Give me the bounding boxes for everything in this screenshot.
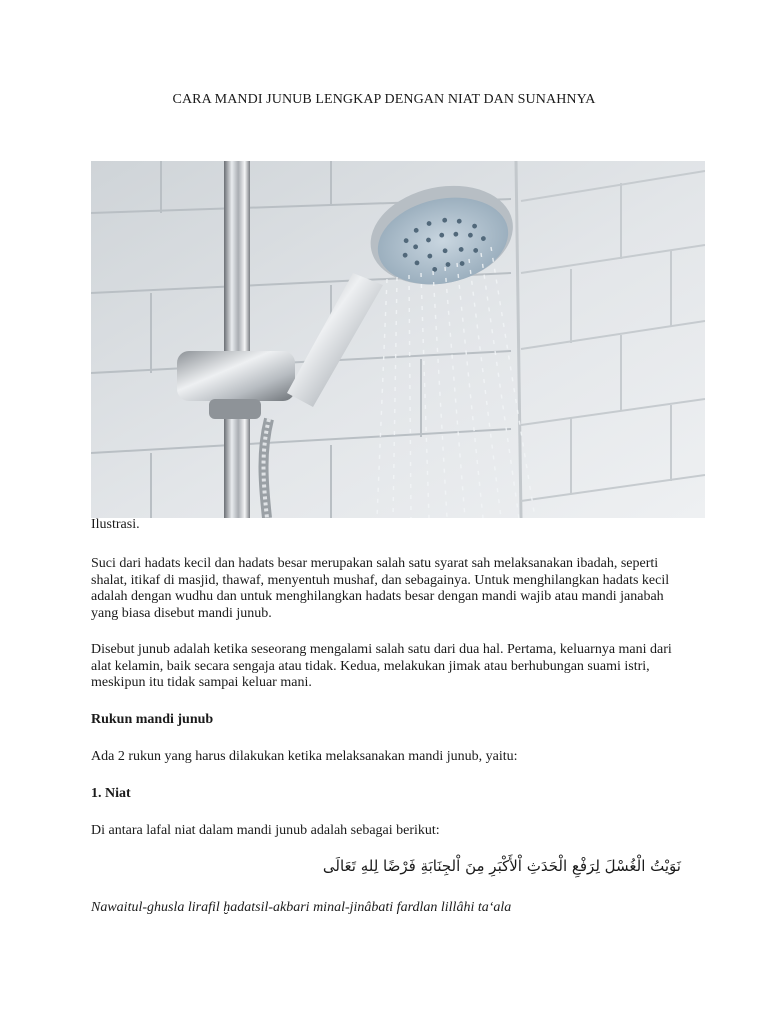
page-title: CARA MANDI JUNUB LENGKAP DENGAN NIAT DAN SUNAHNYA	[172, 92, 596, 107]
paragraph-lafal-niat-intro: Di antara lafal niat dalam mandi junub adalah sebagai berikut:	[91, 823, 440, 838]
heading-niat: 1. Niat	[91, 786, 131, 801]
shower-illustration-image	[91, 161, 705, 518]
image-caption: Ilustrasi.	[91, 517, 140, 532]
shower-image	[91, 161, 705, 518]
heading-rukun-mandi-junub: Rukun mandi junub	[91, 712, 214, 727]
niat-transliteration: Nawaitul-ghusla lirafil ḫadatsil-akbari minal-jinâbati fardlan lillâhi ta‘ala	[91, 900, 512, 915]
paragraph-rukun-intro: Ada 2 rukun yang harus dilakukan ketika melaksanakan mandi junub, yaitu:	[91, 749, 518, 764]
paragraph-hadats: Suci dari hadats kecil dan hadats besar merupakan salah satu syarat sah melaksanakan ibadah, seperti shalat, itikaf di masjid, thawaf, menyentuh mushaf, dan sebagainya. Untuk menghilangkan hadats kecil adalah dengan wudhu dan untuk menghilangkan hadats besar dengan mandi wajib atau mandi janabah yang biasa disebut mandi junub.	[91, 556, 670, 621]
arabic-niat-text: نَوَيْتُ الْغُسْلَ لِرَفْعِ الْحَدَثِ اْلأَكْبَرِ مِنَ اْلجِنَابَةِ فَرْضًا لِلهِ تَعَالَى	[322, 857, 681, 875]
paragraph-junub-definition: Disebut junub adalah ketika seseorang mengalami salah satu dari dua hal. Pertama, keluarnya mani dari alat kelamin, baik secara sengaja atau tidak. Kedua, melakukan jimak atau berhubungan suami istri, meskipun itu tidak sampai keluar mani.	[91, 642, 672, 690]
